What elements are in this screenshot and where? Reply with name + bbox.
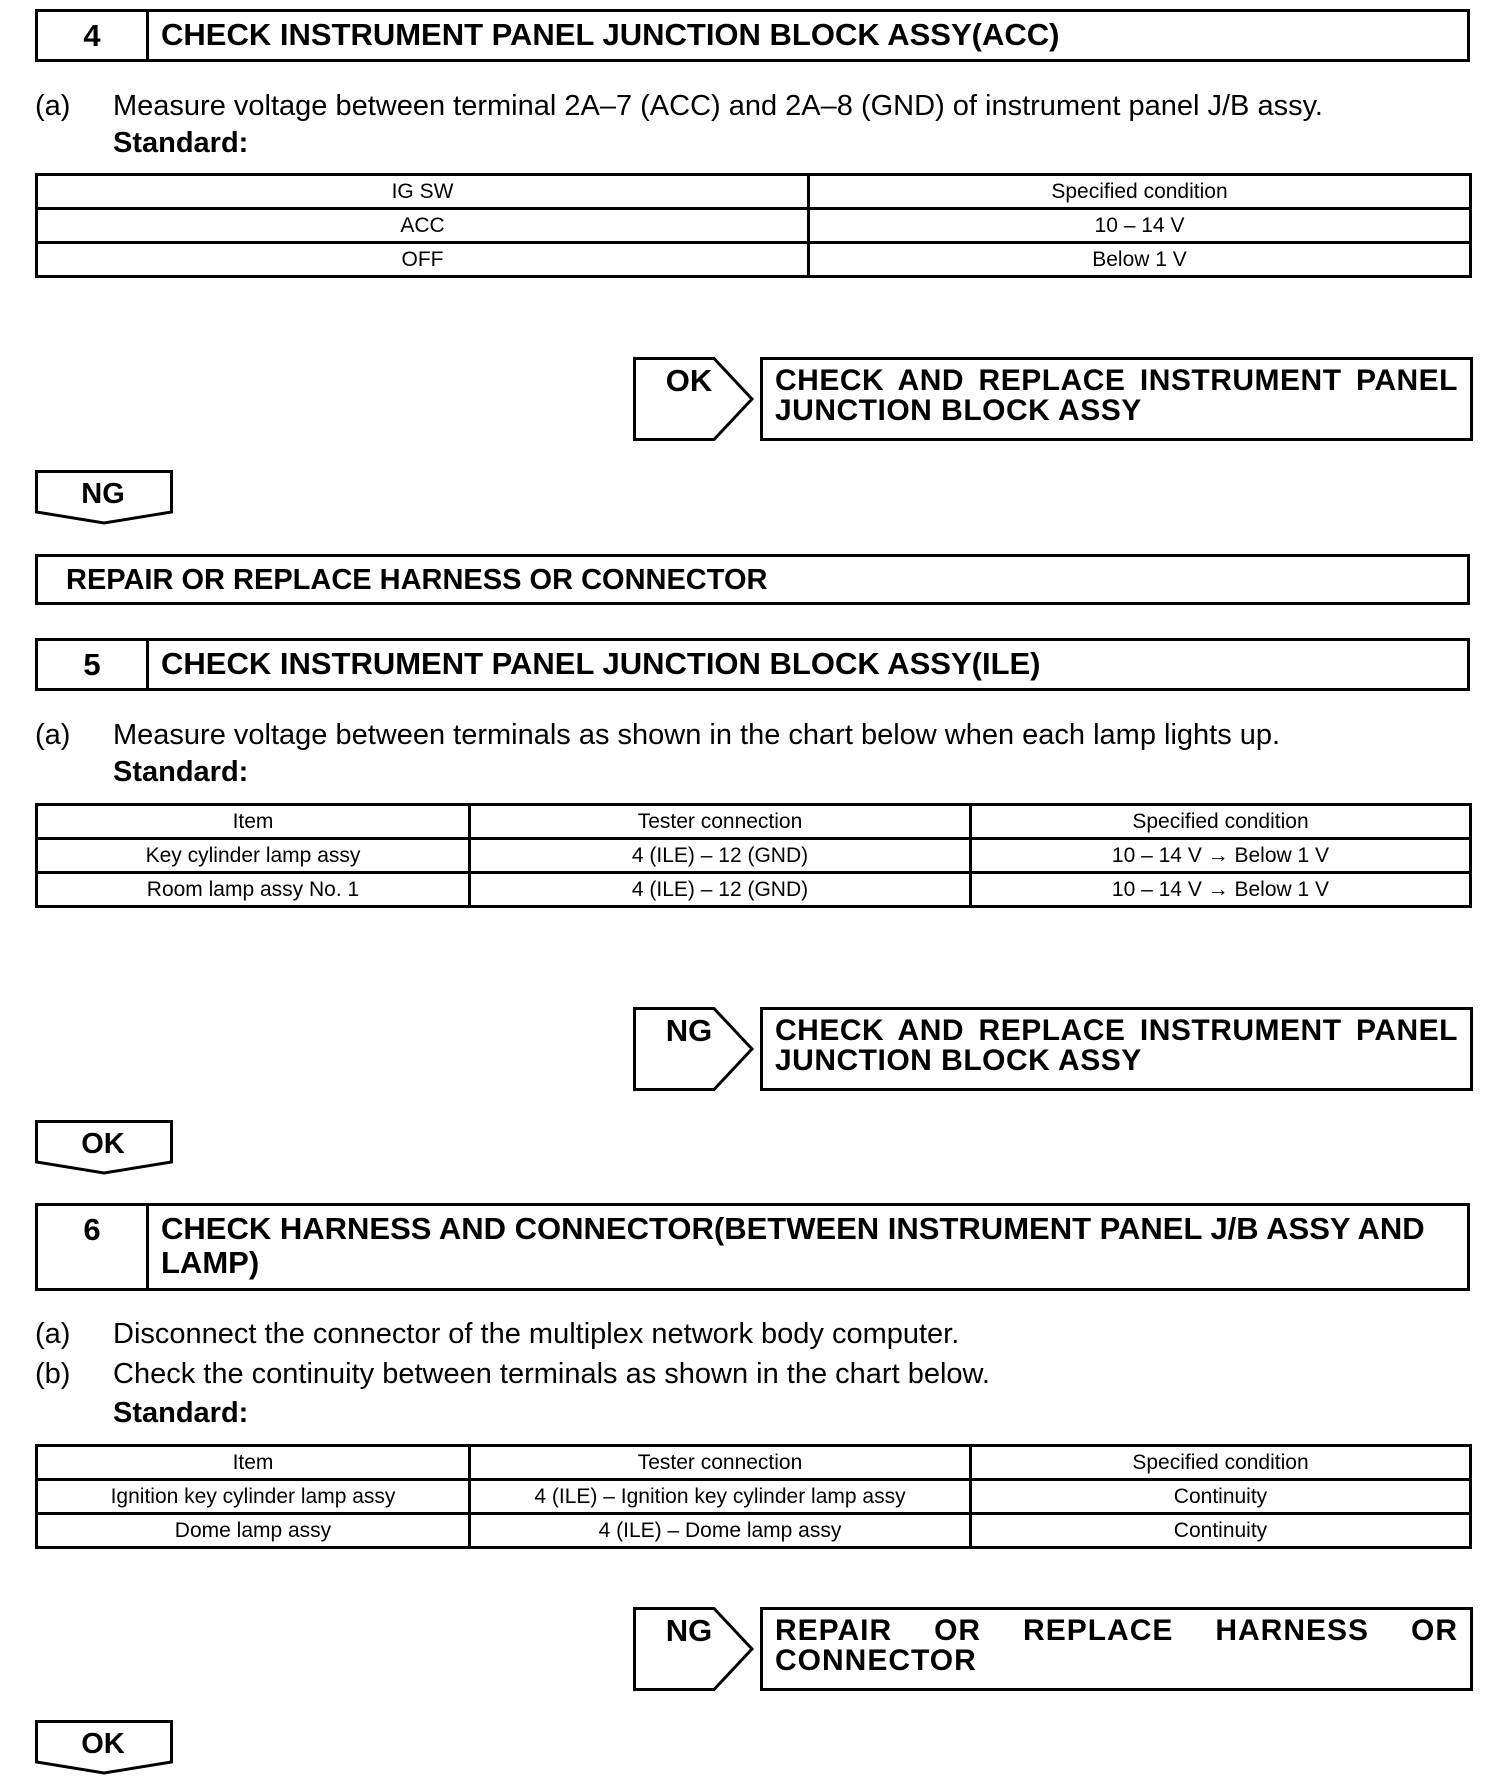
instruction-text: Disconnect the connector of the multiplex network body computer. <box>113 1318 960 1350</box>
table-cell: Room lamp assy No. 1 <box>37 873 470 907</box>
table-row <box>37 1480 1471 1514</box>
instruction-label: (a) <box>35 719 71 751</box>
table-header: Item <box>37 1446 470 1480</box>
table-cell: ACC <box>37 209 809 243</box>
step-number: 5 <box>38 641 149 688</box>
step-4-ng-branch <box>35 470 173 526</box>
result-text: CHECK AND REPLACE INSTRUMENT PANEL JUNCTION BLOCK ASSY <box>760 1007 1473 1091</box>
step-6-instruction-a <box>35 1317 959 1351</box>
step-title: CHECK INSTRUMENT PANEL JUNCTION BLOCK ASSY(ILE) <box>161 646 1041 681</box>
instruction-text: Check the continuity between terminals as shown in the chart below. <box>113 1358 990 1390</box>
step-4-spec-table <box>35 173 1472 278</box>
step-number: 6 <box>38 1206 149 1288</box>
step-6-ng-result <box>633 1607 1473 1691</box>
table-cell: Dome lamp assy <box>37 1514 470 1548</box>
table-row <box>37 1514 1471 1548</box>
step-6-spec-table <box>35 1444 1472 1549</box>
table-header: Tester connection <box>470 805 971 839</box>
result-text: REPAIR OR REPLACE HARNESS OR CONNECTOR <box>760 1607 1473 1691</box>
table-cell: Continuity <box>971 1514 1471 1548</box>
step-number: 4 <box>38 12 149 59</box>
step-6-instruction-b <box>35 1357 990 1391</box>
instruction-text: Measure voltage between terminal 2A–7 (ACC) and 2A–8 (GND) of instrument panel J/B assy. <box>113 90 1323 122</box>
standard-label: Standard: <box>113 1397 249 1429</box>
instruction-label: (a) <box>35 90 71 122</box>
instruction-text: Measure voltage between terminals as shown in the chart below when each lamp lights up. <box>113 719 1281 751</box>
result-tag: NG <box>665 1613 713 1648</box>
table-header: Specified condition <box>971 1446 1471 1480</box>
instruction-label: (b) <box>35 1358 71 1390</box>
step-title: CHECK HARNESS AND CONNECTOR(BETWEEN INSTRUMENT PANEL J/B ASSY AND LAMP) <box>161 1211 1425 1280</box>
step-5-spec-table <box>35 803 1472 908</box>
table-cell: 10 – 14 V → Below 1 V <box>971 873 1471 907</box>
table-header: Item <box>37 805 470 839</box>
table-header: Tester connection <box>470 1446 971 1480</box>
table-row <box>37 209 1471 243</box>
table-header-row <box>37 175 1471 209</box>
table-cell: Ignition key cylinder lamp assy <box>37 1480 470 1514</box>
step-5-instruction <box>35 718 1280 752</box>
result-text: CHECK AND REPLACE INSTRUMENT PANEL JUNCTION BLOCK ASSY <box>760 357 1473 441</box>
table-cell: 10 – 14 V <box>809 209 1471 243</box>
table-cell: 4 (ILE) – Dome lamp assy <box>470 1514 971 1548</box>
step-5-ok-branch <box>35 1120 173 1176</box>
table-cell: 4 (ILE) – 12 (GND) <box>470 839 971 873</box>
table-cell: Key cylinder lamp assy <box>37 839 470 873</box>
branch-tag: OK <box>81 1728 125 1760</box>
step-6-header <box>35 1203 1470 1291</box>
branch-tag: OK <box>81 1128 125 1160</box>
step-4-instruction <box>35 89 1323 123</box>
standard-label: Standard: <box>113 127 249 159</box>
table-header: Specified condition <box>809 175 1471 209</box>
table-header: Specified condition <box>971 805 1471 839</box>
table-row <box>37 873 1471 907</box>
repair-box: REPAIR OR REPLACE HARNESS OR CONNECTOR <box>35 554 1470 605</box>
result-tag: OK <box>665 363 713 398</box>
table-row <box>37 839 1471 873</box>
step-5-ng-result <box>633 1007 1473 1091</box>
table-cell: 10 – 14 V → Below 1 V <box>971 839 1471 873</box>
table-cell: OFF <box>37 243 809 277</box>
table-cell: 4 (ILE) – Ignition key cylinder lamp assy <box>470 1480 971 1514</box>
branch-tag: NG <box>81 478 125 510</box>
step-4-header <box>35 9 1470 62</box>
step-4-ok-result <box>633 357 1473 441</box>
table-header: IG SW <box>37 175 809 209</box>
table-cell: 4 (ILE) – 12 (GND) <box>470 873 971 907</box>
standard-label: Standard: <box>113 756 249 788</box>
table-cell: Below 1 V <box>809 243 1471 277</box>
table-header-row <box>37 1446 1471 1480</box>
step-6-ok-branch <box>35 1720 173 1776</box>
table-row <box>37 243 1471 277</box>
step-5-header <box>35 638 1470 691</box>
instruction-label: (a) <box>35 1318 71 1350</box>
table-header-row <box>37 805 1471 839</box>
result-tag: NG <box>665 1013 713 1048</box>
step-title: CHECK INSTRUMENT PANEL JUNCTION BLOCK ASSY(ACC) <box>161 17 1060 52</box>
table-cell: Continuity <box>971 1480 1471 1514</box>
